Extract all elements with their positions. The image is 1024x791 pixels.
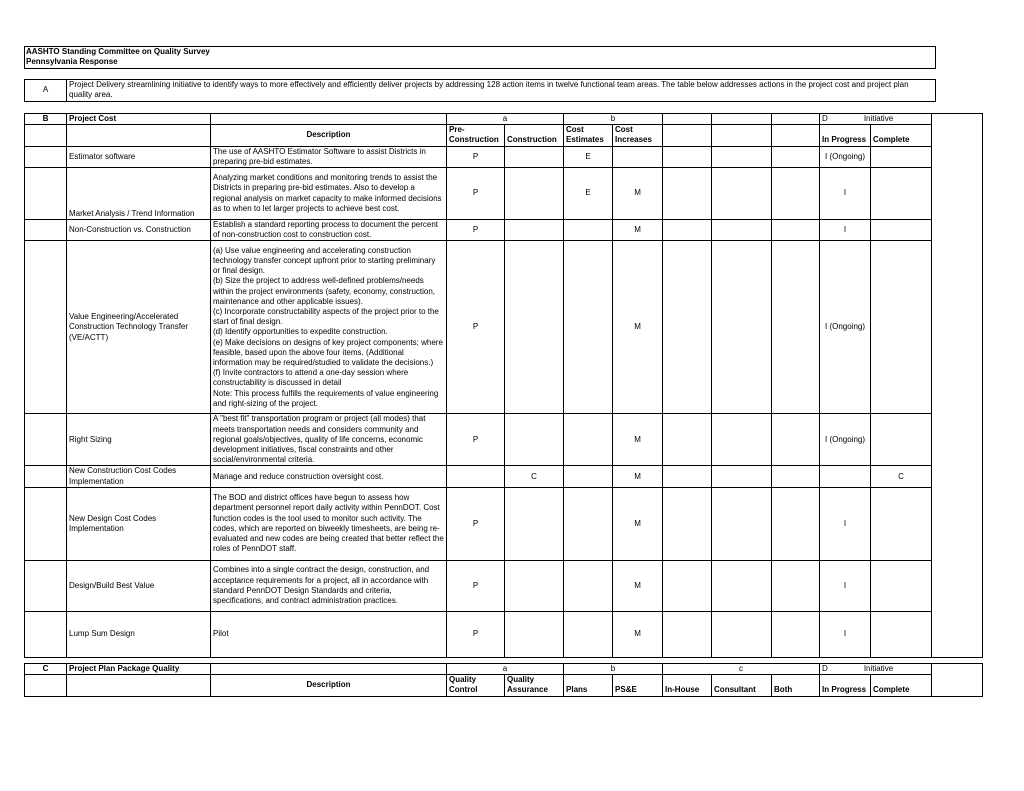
initiative-header: D Initiative	[820, 664, 932, 675]
cell-in-progress: I	[820, 487, 871, 560]
cell-est: E	[564, 146, 613, 167]
section-b-label: B	[25, 114, 67, 125]
cell-inc: M	[613, 466, 663, 487]
group-c-header: c	[663, 664, 820, 675]
section-a-text: Project Delivery streamlining initiative to identify ways to more effectively and efficiently deliver projects by addressing 128 action items in twelve functional team areas. The table below addresses actions in the project cost and project plan quality area.	[67, 80, 936, 102]
row-name: Market Analysis / Trend Information	[67, 168, 211, 220]
table-row	[25, 487, 983, 560]
report-title: AASHTO Standing Committee on Quality Survey	[26, 47, 210, 56]
cell-in-progress: I (Ongoing)	[820, 241, 871, 414]
col-complete: Complete	[871, 125, 932, 146]
cell-est	[564, 466, 613, 487]
row-name: Design/Build Best Value	[67, 560, 211, 611]
cell-complete	[871, 560, 932, 611]
plan-quality-table	[24, 663, 983, 697]
col-pre-construction: Pre- Construction	[447, 125, 505, 146]
group-a-header: a	[447, 664, 564, 675]
table-row	[25, 414, 983, 466]
group-b-header: b	[564, 114, 663, 125]
cell-in-progress: I	[820, 560, 871, 611]
cell-con	[505, 487, 564, 560]
cell-con: C	[505, 466, 564, 487]
cell-est	[564, 220, 613, 241]
description-header: Description	[211, 675, 447, 696]
row-description: The BOD and district offices have begun to assess how department personnel report daily activity within PennDOT. Cost function codes is the tool used to monitor such activity. The codes, which are reported on biweekly timesheets, are being re-evaluated and new codes are being created that better reflect the roles of PennDOT staff.	[211, 487, 447, 560]
col-both: Both	[772, 675, 820, 696]
cell-pre: P	[447, 414, 505, 466]
row-description: Establish a standard reporting process to document the percent of non-construction cost to construction cost.	[211, 220, 447, 241]
section-c-label: C	[25, 664, 67, 675]
cell-inc: M	[613, 414, 663, 466]
report-subtitle: Pennsylvania Response	[26, 57, 118, 66]
cell-complete	[871, 611, 932, 657]
initiative-header: D Initiative	[820, 114, 932, 125]
cell-inc: M	[613, 560, 663, 611]
cell-con	[505, 611, 564, 657]
row-name: Estimator software	[67, 146, 211, 167]
table-row	[25, 241, 983, 414]
cell-est	[564, 560, 613, 611]
cell-inc: M	[613, 241, 663, 414]
row-description: The use of AASHTO Estimator Software to assist Districts in preparing pre-bid estimates.	[211, 146, 447, 167]
row-description: (a) Use value engineering and accelerating construction technology transfer concept upfront prior to starting preliminary or final design. (b) Size the project to address well-defined problems/needs within the project environments (safety, economy, construction, maintenance and other applicable issues). (c) Incorporate constructability aspects of the project prior to the start of final design. (d) Identify opportunities to expedite construction. (e) Make decisions on designs of key project components; where feasible, based upon the above four items. (Additional information may be required/studied to validate the decisions.) (f) Invite contractors to attend a one-day session where constructability is discussed in detail Note: This process fulfills the requirements of value engineering and right-sizing of the project.	[211, 241, 447, 414]
row-description: A "best fit" transportation program or project (all modes) that meets transportation needs and considers community and regional goals/objectives, quality of life concerns, economic development initiatives, fiscal constraints and other social/environmental criteria.	[211, 414, 447, 466]
cell-pre: P	[447, 168, 505, 220]
cell-inc: M	[613, 168, 663, 220]
cell-inc: M	[613, 487, 663, 560]
project-cost-table	[24, 113, 983, 658]
cell-con	[505, 414, 564, 466]
cell-pre: P	[447, 146, 505, 167]
cell-complete	[871, 414, 932, 466]
cell-in-progress: I	[820, 611, 871, 657]
cell-est	[564, 414, 613, 466]
cell-est: E	[564, 168, 613, 220]
section-c-title: Project Plan Package Quality	[67, 664, 211, 675]
cell-est	[564, 611, 613, 657]
cell-pre: P	[447, 560, 505, 611]
table-row	[25, 168, 983, 220]
col-cost-estimates: Cost Estimates	[564, 125, 613, 146]
cell-complete	[871, 241, 932, 414]
description-header: Description	[211, 125, 447, 146]
cell-complete	[871, 168, 932, 220]
cell-con	[505, 241, 564, 414]
row-description: Pilot	[211, 611, 447, 657]
col-in-progress: In Progress	[820, 675, 871, 696]
cell-pre: P	[447, 487, 505, 560]
col-construction: Construction	[505, 125, 564, 146]
col-quality-control: Quality Control	[447, 675, 505, 696]
cell-pre	[447, 466, 505, 487]
cell-complete: C	[871, 466, 932, 487]
table-row	[25, 466, 983, 487]
cell-complete	[871, 146, 932, 167]
group-b-header: b	[564, 664, 663, 675]
row-description: Combines into a single contract the design, construction, and acceptance requirements for a project, all in accordance with standard PennDOT Design Standards and criteria, specifications, and contract administration practices.	[211, 560, 447, 611]
col-plans: Plans	[564, 675, 613, 696]
row-name: New Construction Cost Codes Implementation	[67, 466, 211, 487]
cell-pre: P	[447, 241, 505, 414]
cell-in-progress: I (Ongoing)	[820, 414, 871, 466]
row-name: Lump Sum Design	[67, 611, 211, 657]
cell-pre: P	[447, 611, 505, 657]
col-pse: PS&E	[613, 675, 663, 696]
row-description: Analyzing market conditions and monitoring trends to assist the Districts in preparing pre-bid estimates. Also to develop a regional analysis on market capacity to make informed decisions as to when to let larger projects to achieve best cost.	[211, 168, 447, 220]
cell-pre: P	[447, 220, 505, 241]
row-name: New Design Cost Codes Implementation	[67, 487, 211, 560]
cell-in-progress: I (Ongoing)	[820, 146, 871, 167]
col-complete: Complete	[871, 675, 932, 696]
row-name: Right Sizing	[67, 414, 211, 466]
row-name: Value Engineering/Accelerated Construction Technology Transfer (VE/ACTT)	[67, 241, 211, 414]
cell-con	[505, 168, 564, 220]
section-b-title: Project Cost	[67, 114, 211, 125]
cell-est	[564, 487, 613, 560]
col-quality-assurance: Quality Assurance	[505, 675, 564, 696]
cell-in-progress	[820, 466, 871, 487]
table-row	[25, 220, 983, 241]
col-in-house: In-House	[663, 675, 712, 696]
col-cost-increases: Cost Increases	[613, 125, 663, 146]
table-row	[25, 146, 983, 167]
table-row	[25, 611, 983, 657]
cell-in-progress: I	[820, 168, 871, 220]
section-a-table	[24, 79, 936, 102]
cell-con	[505, 220, 564, 241]
section-a-label: A	[25, 80, 67, 102]
cell-inc: M	[613, 220, 663, 241]
col-consultant: Consultant	[712, 675, 772, 696]
cell-con	[505, 560, 564, 611]
cell-complete	[871, 220, 932, 241]
cell-est	[564, 241, 613, 414]
table-row	[25, 560, 983, 611]
cell-inc	[613, 146, 663, 167]
cell-inc: M	[613, 611, 663, 657]
group-a-header: a	[447, 114, 564, 125]
cell-con	[505, 146, 564, 167]
cell-in-progress: I	[820, 220, 871, 241]
col-in-progress: In Progress	[820, 125, 871, 146]
row-description: Manage and reduce construction oversight cost.	[211, 466, 447, 487]
cell-complete	[871, 487, 932, 560]
row-name: Non-Construction vs. Construction	[67, 220, 211, 241]
